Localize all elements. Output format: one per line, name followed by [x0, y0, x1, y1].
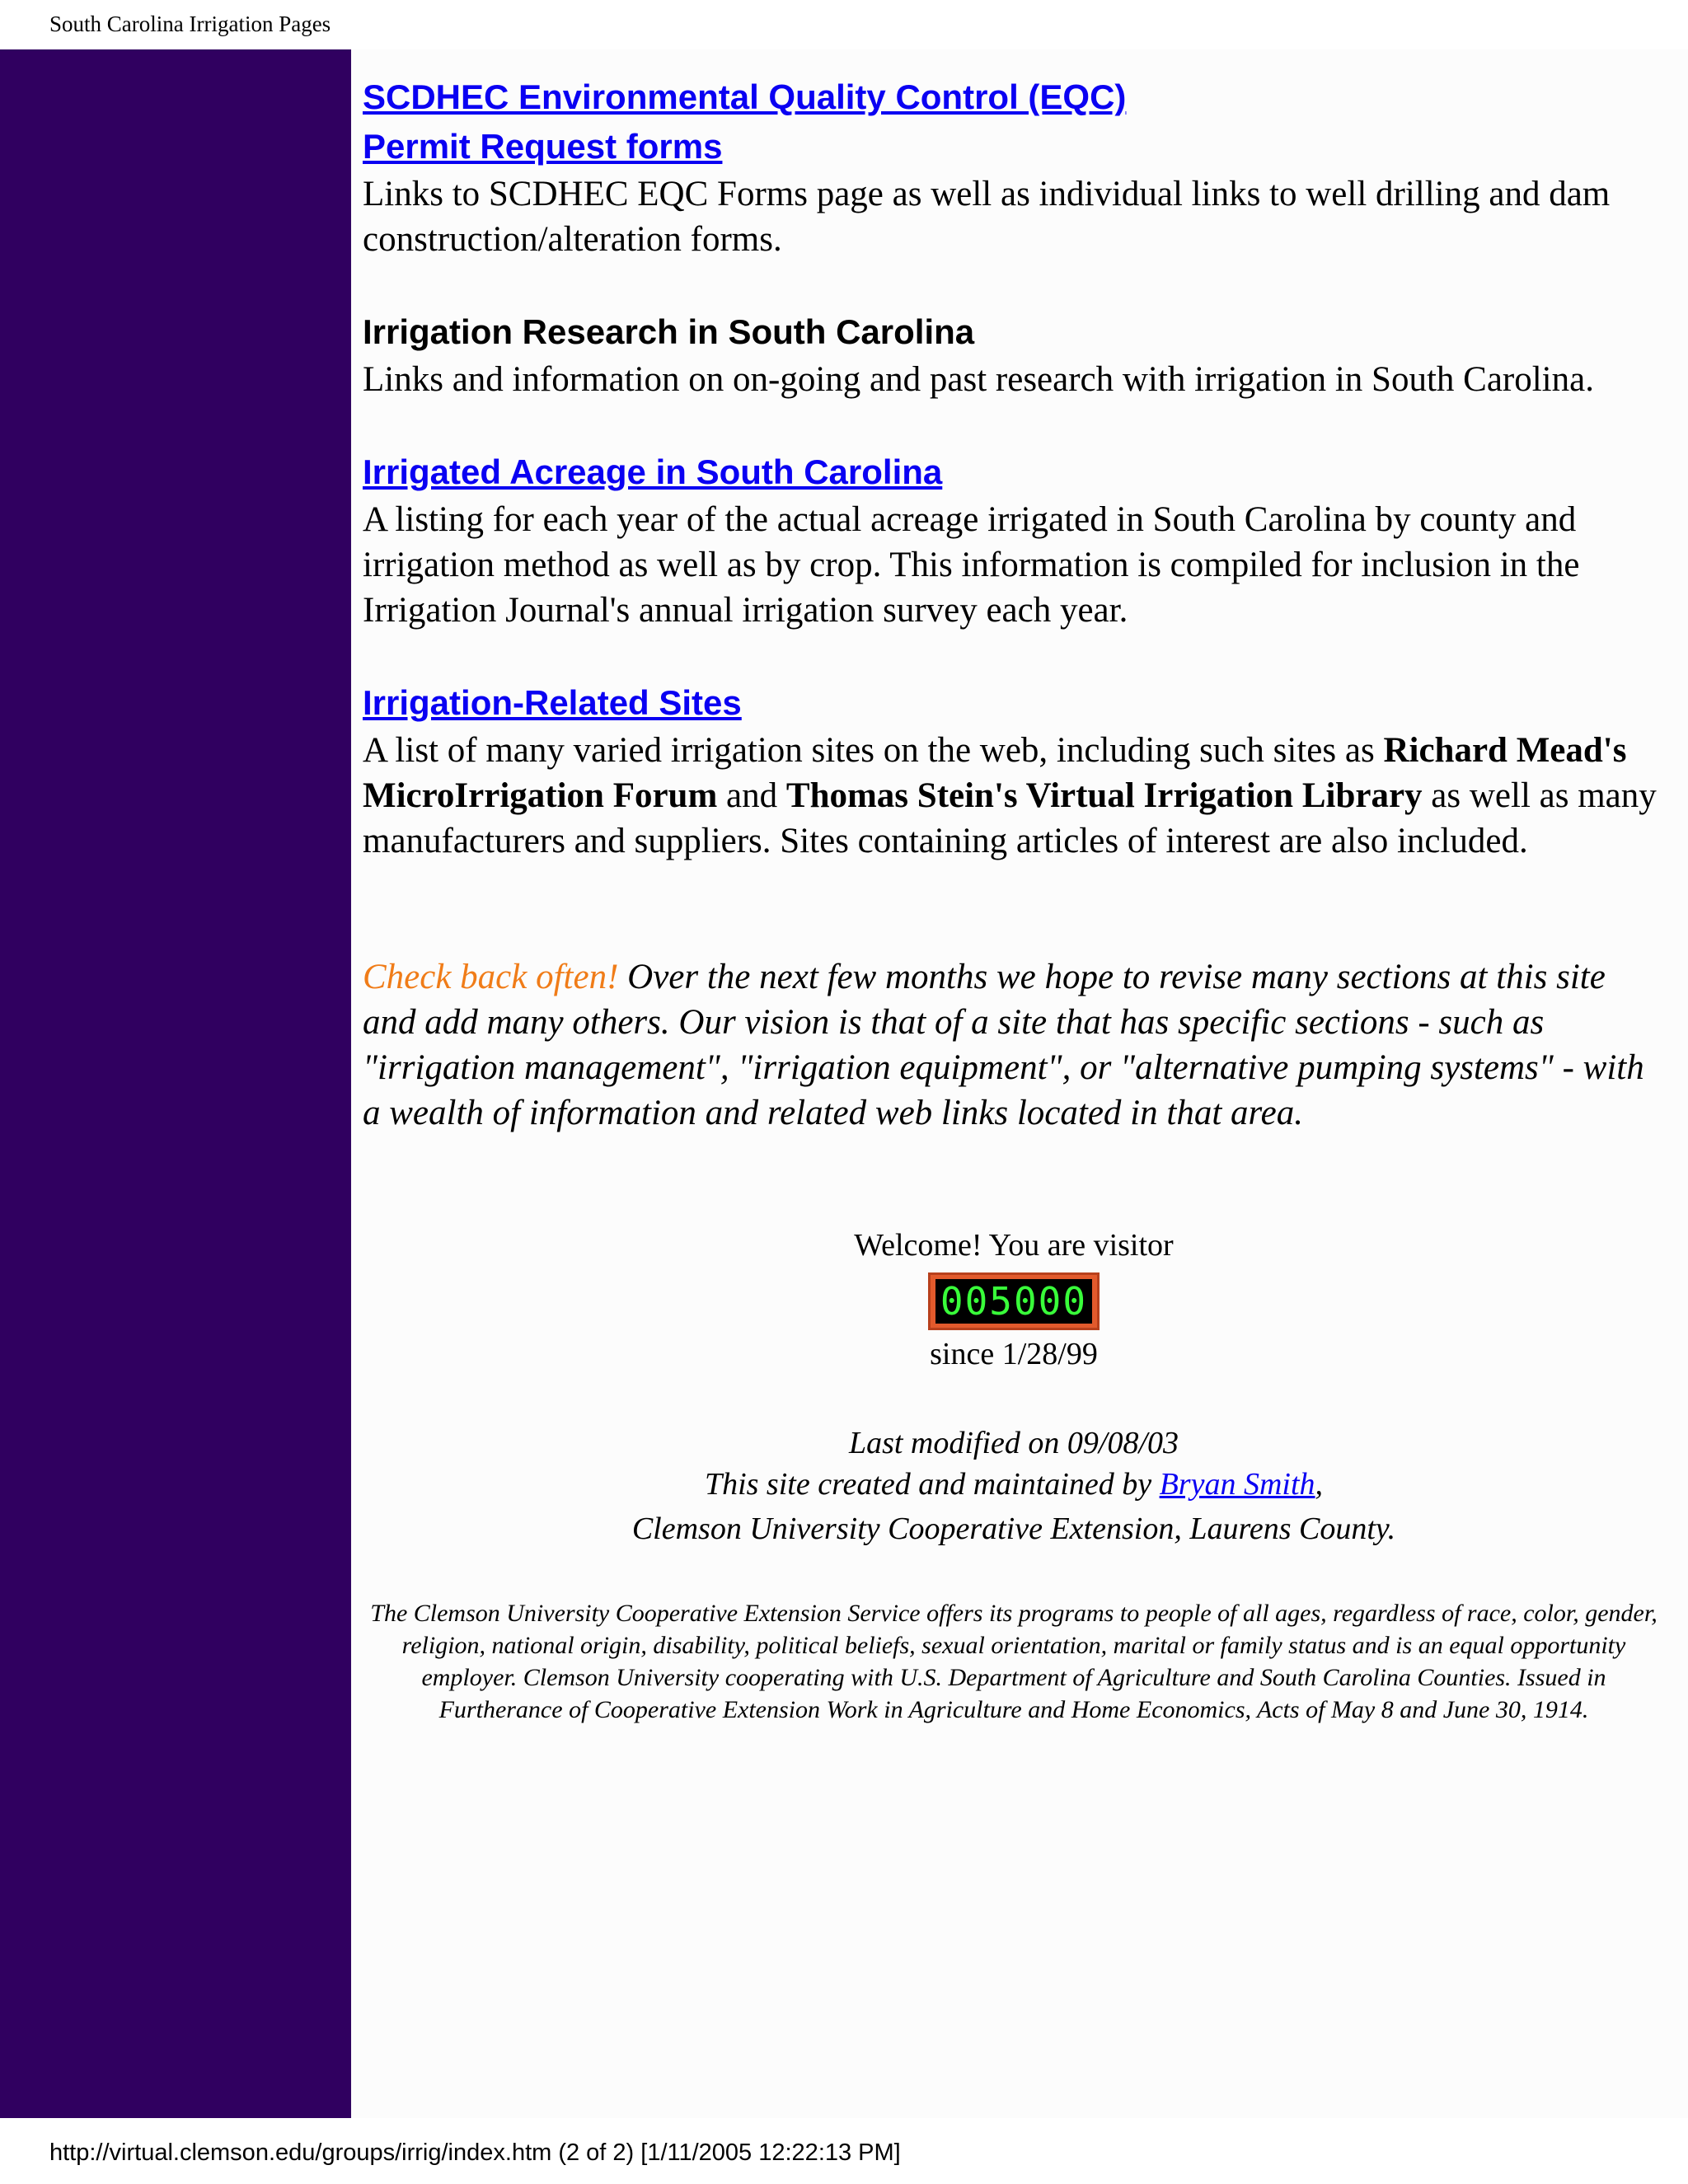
related-desc-part1: A list of many varied irrigation sites on the web, including such sites as — [363, 731, 1384, 770]
related-desc-part3: as well as many manufacturers and suppliers. Sites containing articles of interest are also included. — [363, 776, 1657, 860]
research-description: Links and information on on-going and past research with irrigation in South Carolina. — [363, 360, 1594, 399]
related-bold-mead: Richard Mead's MicroIrrigation Forum — [363, 731, 1627, 815]
created-suffix: , — [1315, 1467, 1324, 1502]
author-link[interactable]: Bryan Smith — [1159, 1467, 1315, 1502]
last-modified: Last modified on 09/08/03 — [848, 1426, 1179, 1460]
related-description — [363, 728, 1665, 864]
research-title: Irrigation Research in South Carolina — [363, 312, 975, 351]
print-footer: http://virtual.clemson.edu/groups/irrig/index.htm (2 of 2) [1/11/2005 12:22:13 PM] — [49, 2139, 901, 2166]
created-by — [363, 1464, 1665, 1505]
sidebar — [0, 49, 351, 2118]
credits-block — [363, 1422, 1665, 1549]
visitor-counter-block — [363, 1225, 1665, 1375]
eqc-title-line2: Permit Request forms — [363, 127, 723, 166]
check-back-note — [363, 954, 1665, 1136]
visitor-welcome: Welcome! You are visitor — [854, 1228, 1174, 1263]
main-content — [363, 73, 1665, 1726]
eqc-title — [363, 73, 1665, 171]
eqc-description: Links to SCDHEC EQC Forms page as well as individual links to well drilling and dam construction/alteration forms. — [363, 175, 1611, 259]
organization: Clemson University Cooperative Extension, Laurens County. — [631, 1511, 1396, 1546]
related-title-link[interactable]: Irrigation-Related Sites — [363, 683, 742, 722]
acreage-title — [363, 448, 1665, 497]
eqc-title-line1: SCDHEC Environmental Quality Control (EQC) — [363, 77, 1127, 116]
section-research — [363, 307, 1665, 402]
related-title — [363, 678, 1665, 728]
check-back-highlight: Check back often! — [363, 958, 619, 996]
print-header: South Carolina Irrigation Pages — [49, 12, 331, 36]
visitor-since: since 1/28/99 — [930, 1337, 1098, 1371]
acreage-description: A listing for each year of the actual acreage irrigated in South Carolina by county and irrigation method as well as by crop. This information is compiled for inclusion in the Irrigation Journal's annual irrigation survey each year. — [363, 500, 1580, 630]
check-back-text: Over the next few months we hope to revise many sections at this site and add many others. Our vision is that of a site that has specific sections - such as "irrigation management", "irrigation equipment", or "alternative pumping systems" - with a wealth of information and related web links located in that area. — [363, 958, 1644, 1132]
nondiscrimination-statement: The Clemson University Cooperative Extension Service offers its programs to people of all ages, regardless of race, color, gender, religion, national origin, disability, political beliefs, sexual orientation, marital or family status and is an equal opportunity employer. Clemson University cooperating with U.S. Department of Agriculture and South Carolina Counties. Issued in Furtherance of Cooperative Extension Work in Agriculture and Home Economics, Acts of May 8 and June 30, 1914. — [370, 1600, 1658, 1723]
hit-counter — [928, 1272, 1100, 1330]
eqc-title-link[interactable] — [363, 77, 1126, 166]
section-acreage — [363, 448, 1665, 633]
created-prefix: This site created and maintained by — [704, 1467, 1160, 1502]
hit-counter-digits: 005000 — [935, 1279, 1092, 1324]
acreage-title-link[interactable]: Irrigated Acreage in South Carolina — [363, 452, 943, 491]
related-bold-stein: Thomas Stein's Virtual Irrigation Library — [785, 776, 1423, 815]
section-related — [363, 678, 1665, 864]
related-desc-part2: and — [717, 776, 786, 815]
section-eqc — [363, 73, 1665, 262]
